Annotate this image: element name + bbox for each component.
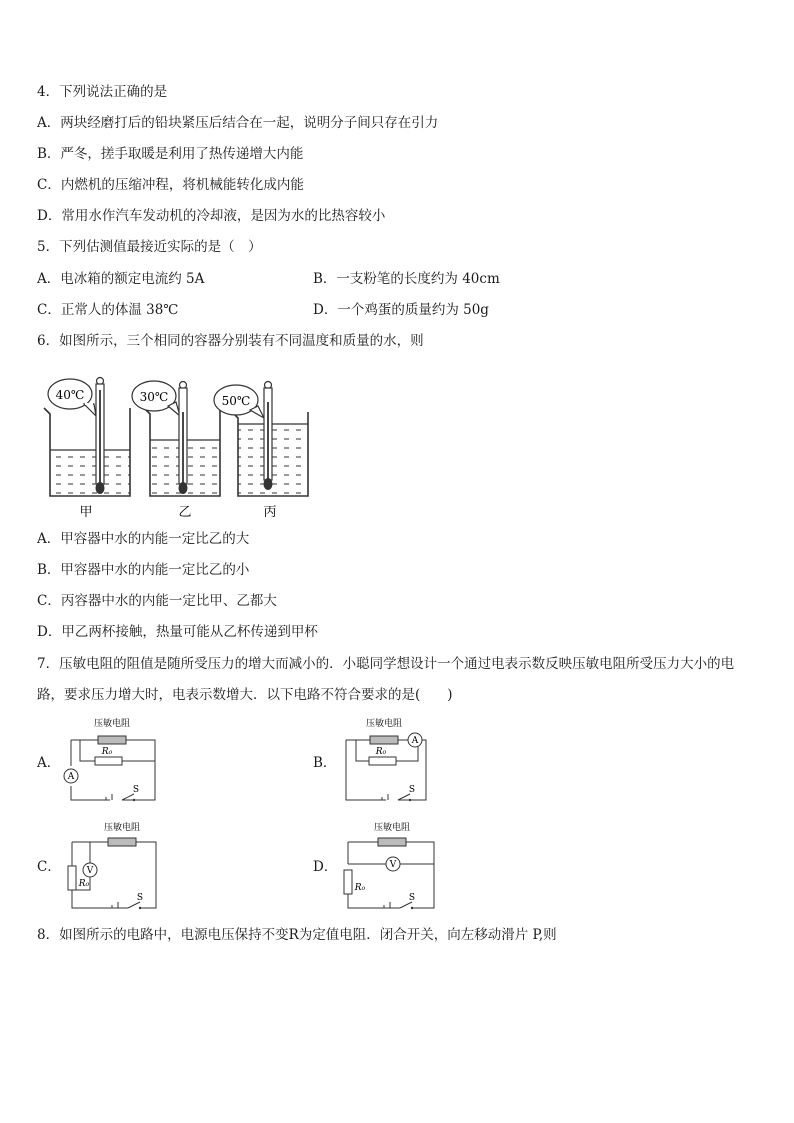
circuit-c-resistor <box>68 866 76 890</box>
q5-option-b: B．一支粉笔的长度约为 40cm <box>313 271 500 287</box>
svg-text:S: S <box>408 893 416 903</box>
beaker-label-bing: 丙 <box>263 505 277 520</box>
circuit-b-sensor-label: 压敏电阻 <box>365 719 403 729</box>
q4-stem: 4．下列说法正确的是 <box>37 84 168 100</box>
beaker-bing <box>214 382 308 521</box>
svg-text:R₀: R₀ <box>78 879 90 889</box>
svg-text:R₀: R₀ <box>375 747 387 757</box>
q5-option-a: A．电冰箱的额定电流约 5A <box>37 271 205 287</box>
circuit-d-sensor <box>378 838 406 846</box>
q7-stem-line1: 7．压敏电阻的阻值是随所受压力的增大而减小的．小聪同学想设计一个通过电表示数反映压敏电阻所受压力大小的电 <box>37 656 735 672</box>
circuit-d-resistor <box>344 870 352 894</box>
q7-option-d-letter: D． <box>313 859 338 875</box>
circuit-b-resistor <box>369 757 396 765</box>
svg-text:R₀: R₀ <box>101 747 113 757</box>
thermometer-bing <box>264 382 273 491</box>
svg-text:A: A <box>67 772 75 782</box>
q7-option-b-letter: B． <box>313 755 337 771</box>
temp-label-yi: 30℃ <box>139 390 169 404</box>
q8-stem: 8．如图所示的电路中，电源电压保持不变R为定值电阻．闭合开关，向左移动滑片 P,则 <box>37 927 557 943</box>
q6-option-c: C．丙容器中水的内能一定比甲、乙都大 <box>37 593 277 609</box>
circuit-d-sensor-label: 压敏电阻 <box>373 823 411 833</box>
q7-stem-line2: 路，要求压力增大时，电表示数增大．以下电路不符合要求的是( ) <box>37 687 453 703</box>
svg-text:S: S <box>408 785 416 795</box>
beaker-jia <box>44 378 130 521</box>
thermometer-jia <box>96 378 105 495</box>
svg-text:V: V <box>389 860 397 870</box>
q7-option-a-letter: A． <box>37 755 61 771</box>
circuit-a-resistor <box>95 757 122 765</box>
q6-option-a: A．甲容器中水的内能一定比乙的大 <box>37 531 250 547</box>
beaker-label-yi: 乙 <box>178 505 192 520</box>
q5-stem: 5．下列估测值最接近实际的是（ ） <box>37 239 262 255</box>
temp-label-bing: 50℃ <box>221 394 251 408</box>
beaker-label-jia: 甲 <box>79 505 93 520</box>
beaker-yi <box>132 381 220 520</box>
circuit-a <box>60 716 170 808</box>
temp-label-jia: 40℃ <box>55 388 85 402</box>
q4-option-b: B．严冬，搓手取暖是利用了热传递增大内能 <box>37 146 304 162</box>
circuit-c <box>60 818 170 914</box>
thermometer-yi <box>179 382 188 495</box>
circuit-a-sensor <box>98 736 126 744</box>
svg-text:S: S <box>136 893 144 903</box>
q5-option-d: D．一个鸡蛋的质量约为 50g <box>313 302 489 318</box>
svg-text:V: V <box>86 866 94 876</box>
svg-text:A: A <box>411 736 419 746</box>
q4-option-d: D．常用水作汽车发动机的冷却液，是因为水的比热容较小 <box>37 208 386 224</box>
q4-option-a: A．两块经磨打后的铅块紧压后结合在一起，说明分子间只存在引力 <box>37 115 439 131</box>
svg-text:S: S <box>132 785 140 795</box>
q6-option-b: B．甲容器中水的内能一定比乙的小 <box>37 562 250 578</box>
q6-option-d: D．甲乙两杯接触，热量可能从乙杯传递到甲杯 <box>37 624 318 640</box>
circuit-b-sensor <box>370 736 398 744</box>
circuit-c-sensor <box>108 838 136 846</box>
q5-option-c: C．正常人的体温 38℃ <box>37 302 179 318</box>
beakers-figure <box>42 372 312 520</box>
svg-text:R₀: R₀ <box>354 883 366 893</box>
circuit-c-sensor-label: 压敏电阻 <box>103 823 141 833</box>
circuit-a-sensor-label: 压敏电阻 <box>93 719 131 729</box>
q6-stem: 6．如图所示，三个相同的容器分别装有不同温度和质量的水，则 <box>37 333 424 349</box>
circuit-d <box>336 818 446 914</box>
q7-option-c-letter: C． <box>37 859 61 875</box>
q4-option-c: C．内燃机的压缩冲程，将机械能转化成内能 <box>37 177 304 193</box>
circuit-b <box>336 716 436 808</box>
